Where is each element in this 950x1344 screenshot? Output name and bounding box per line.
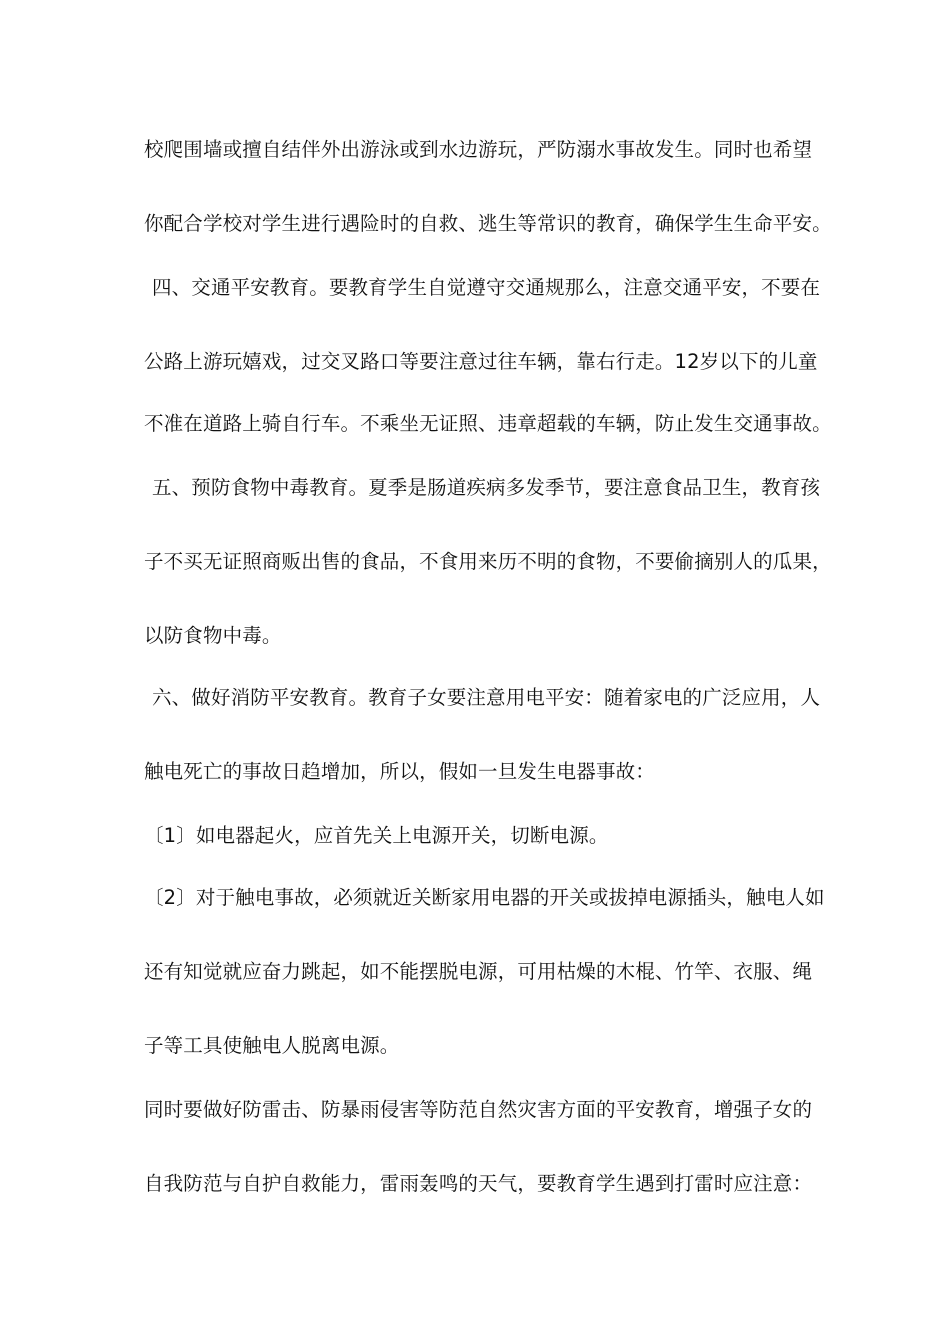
section-heading-food: 五、预防食物中毒教育。夏季是肠道疾病多发季节，要注意食品卫生，教育孩 bbox=[152, 476, 821, 499]
section-heading-traffic: 四、交通平安教育。要教育学生自觉遵守交通规那么，注意交通平安，不要在 bbox=[152, 276, 821, 299]
list-item-2: 〔2〕对于触电事故，必须就近关断家用电器的开关或拔掉电源插头，触电人如 bbox=[144, 886, 825, 909]
text-line: 公路上游玩嬉戏，过交叉路口等要注意过往车辆，靠右行走。12岁以下的儿童 bbox=[144, 350, 818, 373]
text-line: 你配合学校对学生进行遇险时的自救、逃生等常识的教育，确保学生生命平安。 bbox=[144, 212, 832, 235]
text-line: 还有知觉就应奋力跳起，如不能摆脱电源，可用枯燥的木棍、竹竿、衣服、绳 bbox=[144, 960, 813, 983]
text-line: 校爬围墙或擅自结伴外出游泳或到水边游玩，严防溺水事故发生。同时也希望 bbox=[144, 138, 813, 161]
text-line: 触电死亡的事故日趋增加，所以，假如一旦发生电器事故： bbox=[144, 760, 655, 783]
text-line: 以防食物中毒。 bbox=[144, 624, 282, 647]
text-line: 不准在道路上骑自行车。不乘坐无证照、违章超载的车辆，防止发生交通事故。 bbox=[144, 412, 832, 435]
list-item-1: 〔1〕如电器起火，应首先关上电源开关，切断电源。 bbox=[144, 824, 609, 847]
text-line: 自我防范与自护自救能力，雷雨轰鸣的天气，要教育学生遇到打雷时应注意： bbox=[144, 1172, 813, 1195]
text-line: 同时要做好防雷击、防暴雨侵害等防范自然灾害方面的平安教育，增强子女的 bbox=[144, 1098, 813, 1121]
section-heading-fire: 六、做好消防平安教育。教育子女要注意用电平安：随着家电的广泛应用，人 bbox=[152, 686, 821, 709]
text-line: 子不买无证照商贩出售的食品，不食用来历不明的食物，不要偷摘别人的瓜果， bbox=[144, 550, 832, 573]
text-line: 子等工具使触电人脱离电源。 bbox=[144, 1034, 400, 1057]
